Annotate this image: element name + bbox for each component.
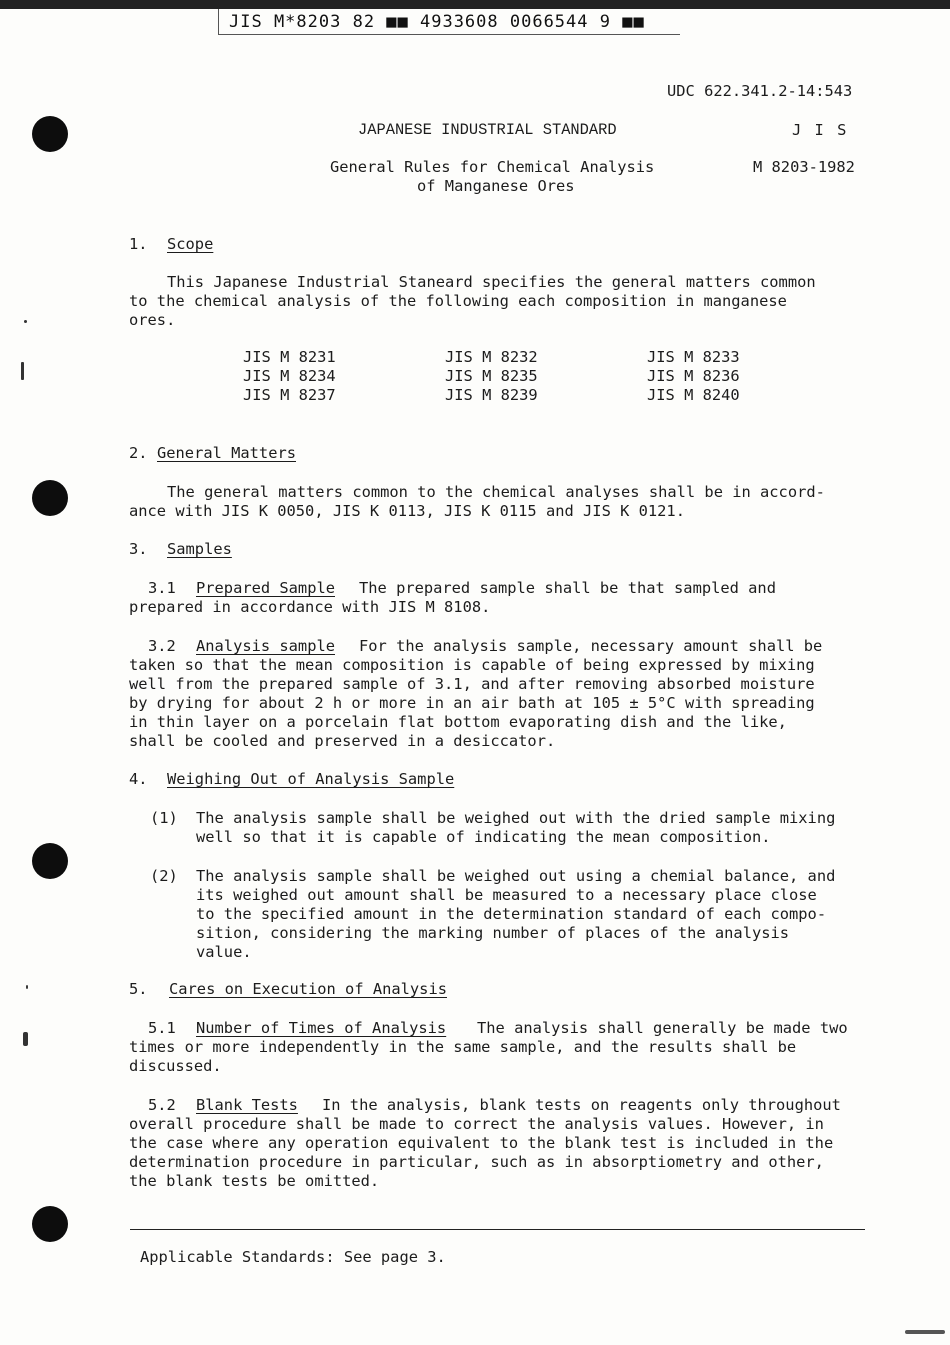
binder-hole-3: [32, 843, 68, 879]
subsection-3-1-body: prepared in accordance with JIS M 8108.: [129, 598, 491, 616]
table-row: [243, 348, 740, 367]
binder-hole-4: [32, 1206, 68, 1242]
subsection-5-1-body: times or more independently in the same sample, and the results shall be discussed.: [129, 1038, 797, 1075]
section-3-number: 3.: [129, 540, 148, 558]
subsection-5-2-body-first: In the analysis, blank tests on reagents only throughout: [322, 1096, 841, 1114]
standards-code-table: [243, 348, 740, 405]
subsection-3-1-body-first: The prepared sample shall be that sampled and: [359, 579, 776, 597]
subsection-3-2-title: Analysis sample: [196, 637, 335, 655]
doc-title-line1: General Rules for Chemical Analysis: [330, 158, 655, 176]
table-cell: JIS M 8231: [243, 348, 336, 366]
subsection-3-1-number: 3.1: [148, 579, 176, 597]
list-item-1-body: The analysis sample shall be weighed out with the dried sample mixing well so that it is capable of indicating the mean composition.: [196, 809, 836, 846]
section-1-number: 1.: [129, 235, 148, 253]
doc-number: M 8203-1982: [753, 158, 855, 176]
scan-speck: [23, 1032, 28, 1046]
subsection-3-2-body-first: For the analysis sample, necessary amount shall be: [359, 637, 823, 655]
section-2-body: The general matters common to the chemical analyses shall be in accord- ance with JIS K 0050, JIS K 0113, JIS K 0115 and JIS K 0121.: [129, 483, 825, 520]
table-cell: JIS M 8237: [243, 386, 336, 404]
list-item-1-label: (1): [150, 809, 178, 827]
scan-speck: [26, 985, 28, 989]
org-title: JAPANESE INDUSTRIAL STANDARD: [358, 121, 617, 139]
scan-speck: [21, 362, 24, 380]
table-cell: JIS M 8240: [647, 386, 740, 404]
jis-mark: J I S: [792, 121, 849, 139]
binder-hole-1: [32, 116, 68, 152]
section-5-number: 5.: [129, 980, 148, 998]
table-cell: JIS M 8239: [445, 386, 538, 404]
section-1-body: This Japanese Industrial Staneard specifies the general matters common to the chemical analysis of the following each composition in manganese ores.: [129, 273, 816, 329]
subsection-5-1-body-first: The analysis shall generally be made two: [477, 1019, 848, 1037]
list-item-2-label: (2): [150, 867, 178, 885]
section-3-title: Samples: [167, 540, 232, 558]
subsection-3-1-title: Prepared Sample: [196, 579, 335, 597]
section-2-number: 2.: [129, 444, 148, 462]
header-stamp: JIS M*8203 82 ■■ 4933608 0066544 9 ■■: [218, 9, 680, 35]
subsection-5-1-title: Number of Times of Analysis: [196, 1019, 447, 1037]
binder-hole-2: [32, 480, 68, 516]
section-4-number: 4.: [129, 770, 148, 788]
table-row: [243, 367, 740, 386]
table-cell: JIS M 8233: [647, 348, 740, 366]
list-item-2-body: The analysis sample shall be weighed out using a chemial balance, and its weighed out amount shall be measured to a necessary place close to the specified amount in the determination standard of each compo- sition, considering the marking number of places of the analysis value.: [196, 867, 836, 961]
udc-code: UDC 622.341.2-14:543: [667, 82, 853, 100]
scan-speck: [905, 1330, 945, 1334]
table-row: [243, 386, 740, 405]
section-5-title: Cares on Execution of Analysis: [169, 980, 447, 998]
subsection-5-2-title: Blank Tests: [196, 1096, 298, 1114]
scan-speck: [24, 320, 27, 323]
footnote-divider: [130, 1229, 865, 1230]
section-1-title: Scope: [167, 235, 214, 253]
section-4-title: Weighing Out of Analysis Sample: [167, 770, 455, 788]
table-cell: JIS M 8234: [243, 367, 336, 385]
doc-title-line2: of Manganese Ores: [417, 177, 575, 195]
table-cell: JIS M 8235: [445, 367, 538, 385]
footer-note: Applicable Standards: See page 3.: [140, 1248, 446, 1266]
table-cell: JIS M 8236: [647, 367, 740, 385]
subsection-5-2-number: 5.2: [148, 1096, 176, 1114]
table-cell: JIS M 8232: [445, 348, 538, 366]
subsection-3-2-number: 3.2: [148, 637, 176, 655]
subsection-3-2-body: taken so that the mean composition is capable of being expressed by mixing well from the prepared sample of 3.1, and after removing absorbed moisture by drying for about 2 h or more in an air bath at 105 ± 5°C with spreading in thin layer on a porcelain flat bottom evaporating dish and the like, shall be cooled and preserved in a desiccator.: [129, 656, 815, 750]
section-2-title: General Matters: [157, 444, 296, 462]
subsection-5-2-body: overall procedure shall be made to correct the analysis values. However, in the case where any operation equivalent to the blank test is included in the determination procedure in particular, such as in absorptiometry and other, the blank tests be omitted.: [129, 1115, 834, 1190]
scan-top-edge: [0, 0, 950, 9]
subsection-5-1-number: 5.1: [148, 1019, 176, 1037]
